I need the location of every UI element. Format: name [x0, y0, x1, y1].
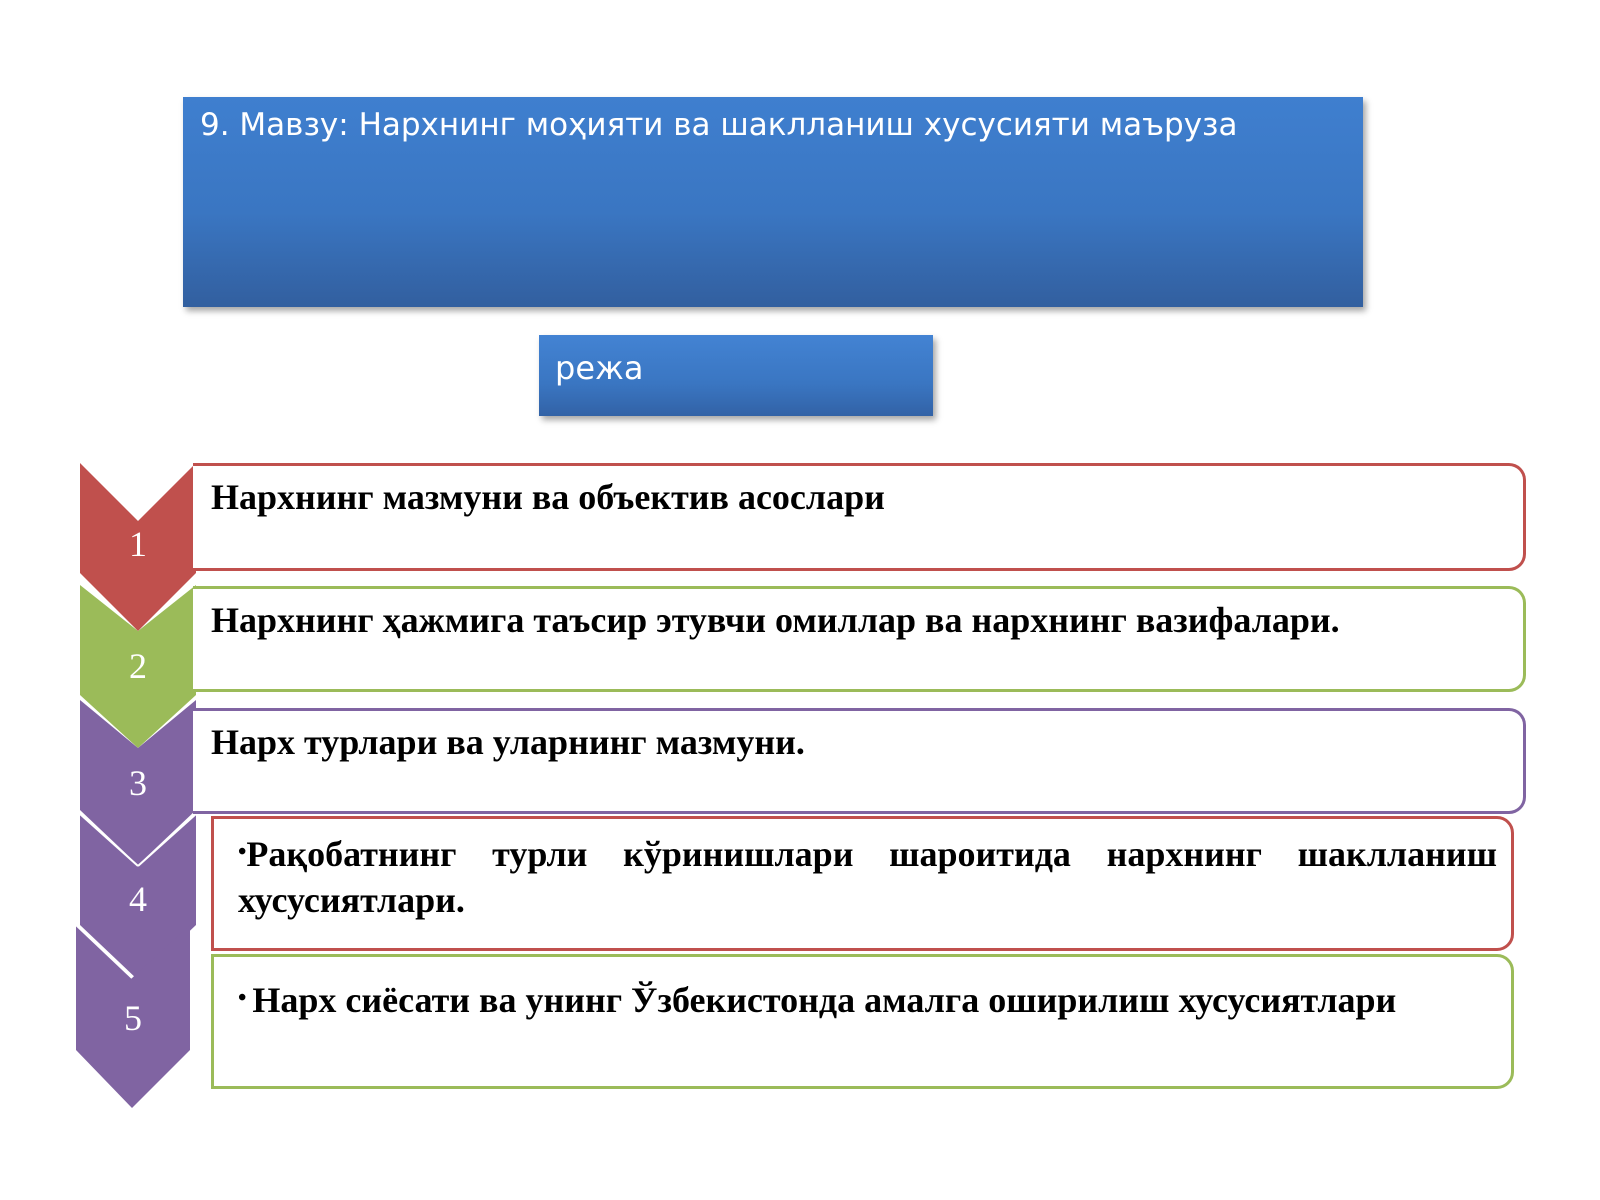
item-text-5 [238, 977, 1497, 1023]
item-number-3: 3 [129, 763, 147, 803]
item-number-1: 1 [129, 524, 147, 564]
bullet-4: • [238, 839, 247, 865]
item-text-5-body: Нарх сиёсати ва унинг Ўзбекистонда амалга оширилиш хусусиятлари [252, 980, 1397, 1020]
item-box-5 [211, 954, 1514, 1089]
item-number-5: 5 [124, 998, 142, 1038]
item-text-2: Нархнинг ҳажмига таъсир этувчи омиллар ва нархнинг вазифалари. [211, 600, 1340, 640]
item-box-3 [193, 708, 1526, 814]
item-text-3: Нарх турлари ва уларнинг мазмуни. [211, 722, 805, 762]
item-text-4 [238, 831, 1497, 923]
item-box-2 [193, 586, 1526, 692]
bullet-5: • [238, 985, 247, 1011]
item-text-1: Нархнинг мазмуни ва объектив асослари [211, 477, 885, 517]
item-number-2: 2 [129, 646, 147, 686]
plan-label: режа [555, 349, 644, 387]
item-number-4: 4 [129, 879, 147, 919]
item-box-1 [193, 463, 1526, 571]
item-box-4 [211, 816, 1514, 951]
item-text-4-body: Рақобатнинг турли кўринишлари шароитида нархнинг шаклланиш хусусиятлари. [238, 834, 1497, 920]
slide-title: 9. Мавзу: Нархнинг моҳияти ва шаклланиш хусусияти маъруза [200, 107, 1238, 143]
